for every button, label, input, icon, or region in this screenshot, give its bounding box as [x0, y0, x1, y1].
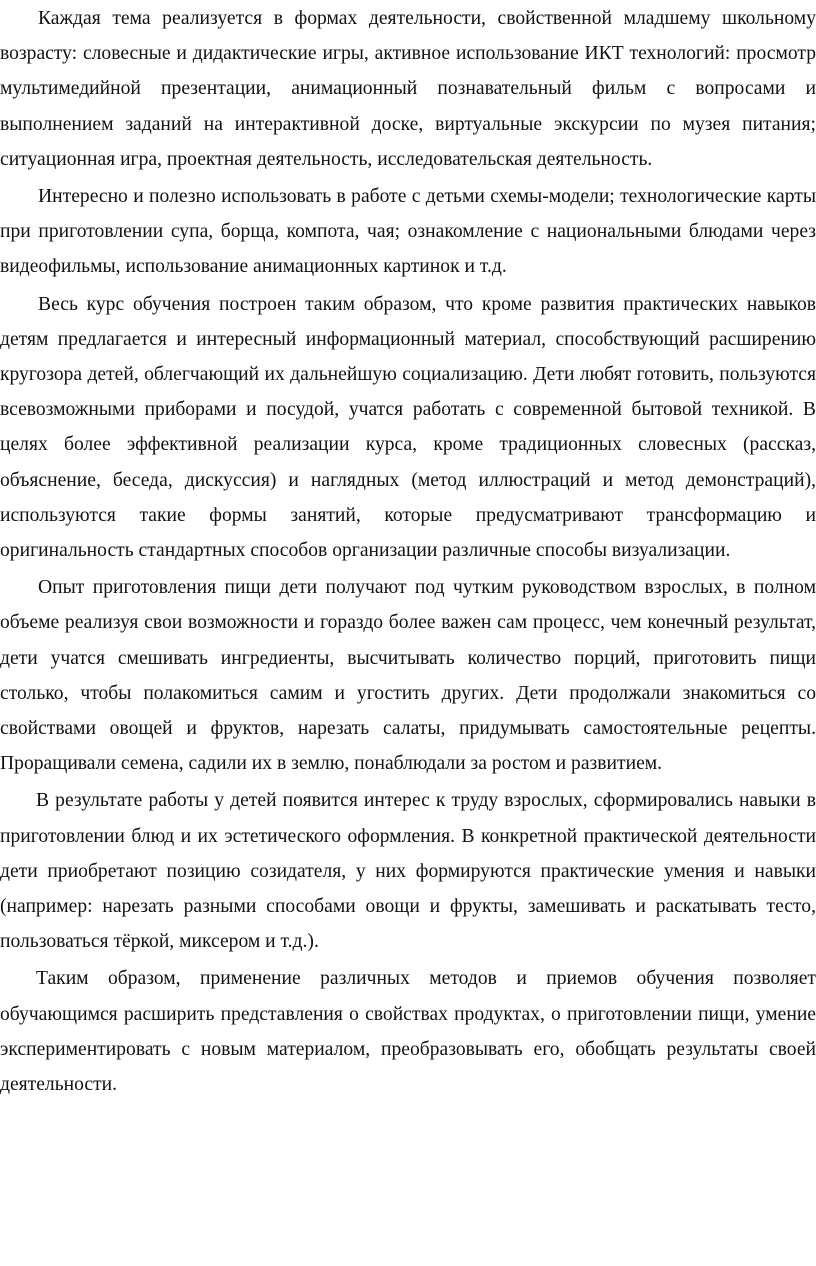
paragraph-forms-of-activity: Каждая тема реализуется в формах деятельности, свойственной младшему школьному возрасту: словесные и дидактические игры, активное использование ИКТ технологий: просмотр мультимедийной презентации, анимационный познавательный фильм с вопросами и выполнением заданий на интерактивной доске, виртуальные экскурсии по музея питания; ситуационная игра, проектная деятельность, исследовательская деятельность. — [0, 8, 816, 170]
paragraph-schemes-models: Интересно и полезно использовать в работе с детьми схемы-модели; технологические карты при приготовлении супа, борща, компота, чая; ознакомление с национальными блюдами через видеофильмы, использование анимационных картинок и т.д. — [0, 186, 816, 278]
document-body — [0, 1, 816, 1104]
paragraph-results: В результате работы у детей появится интерес к труду взрослых, сформировались навыки в приготовлении блюд и их эстетического оформления. В конкретной практической деятельности дети приобретают позицию созидателя, у них формируются практические умения и навыки (например: нарезать разными способами овощи и фрукты, замешивать и раскатывать тесто, пользоваться тёркой, миксером и т.д.). — [0, 790, 816, 953]
paragraph-cooking-experience: Опыт приготовления пищи дети получают под чутким руководством взрослых, в полном объеме реализуя свои возможности и гораздо более важен сам процесс, чем конечный результат, дети учатся смешивать ингредиенты, высчитывать количество порций, приготовить пищи столько, чтобы полакомиться самим и угостить других. Дети продолжали знакомиться со свойствами овощей и фруктов, нарезать салаты, придумывать самостоятельные рецепты. Проращивали семена, садили их в землю, понаблюдали за ростом и развитием. — [0, 577, 816, 775]
paragraph-conclusion: Таким образом, применение различных методов и приемов обучения позволяет обучающимся расширить представления о свойствах продуктах, о приготовлении пищи, умение экспериментировать с новым материалом, преобразовывать его, обобщать результаты своей деятельности. — [0, 968, 816, 1096]
paragraph-course-structure: Весь курс обучения построен таким образом, что кроме развития практических навыков детям предлагается и интересный информационный материал, способствующий расширению кругозора детей, облегчающий их дальнейшую социализацию. Дети любят готовить, пользуются всевозможными приборами и посудой, учатся работать с современной бытовой техникой. В целях более эффективной реализации курса, кроме традиционных словесных (рассказ, объяснение, беседа, дискуссия) и наглядных (метод иллюстраций и метод демонстраций), используются такие формы занятий, которые предусматривают трансформацию и оригинальность стандартных способов организации различные способы визуализации. — [0, 293, 816, 562]
